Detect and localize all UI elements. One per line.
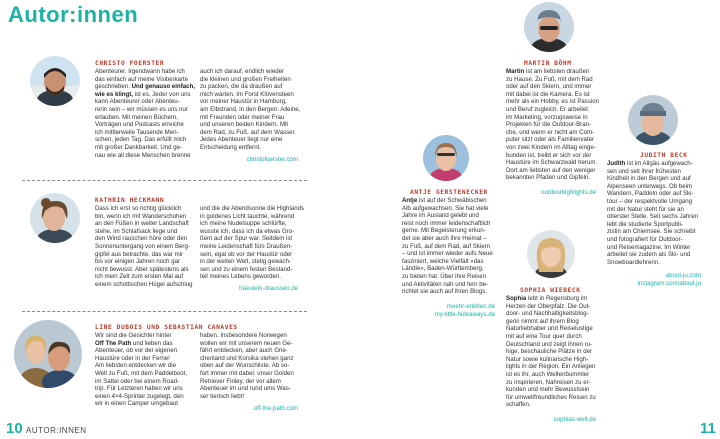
author-text: Antje ist auf der Schwäbischen Alb aufgewachsen. Sie hat viele Jahre im Ausland gelebt und reist noch immer leidenschaftlich gerne. Mit Begeisterung erkun- det sie aber auch ihre Heimat – zu Fuß, auf dem Rad, auf Skiern – und ist immer wieder aufs Neue fasziniert, welche Vielfalt »das Ländle«, Baden-Württemberg, zu bieten hat. Über ihre Reisen und Aktivitäten nah und fern be- richtet sie auch auf ihren Blogs. bbox=[402, 197, 493, 296]
author-link[interactable]: meehr-erleben.de bbox=[446, 303, 495, 310]
avatar-judith bbox=[628, 95, 678, 145]
author-name: ANTJE GERSTENECKER bbox=[410, 189, 488, 196]
author-name: MARTIN BÖHM bbox=[524, 60, 572, 67]
author-text-col2: auch ich darauf, endlich wieder die kleinen und großen Freiheiten zu packen, die da draußen auf mich warten. Im Forst Klövensteen vor meiner Haustür in Hamburg, am Elbstrand, in den Bergen. Alleine, mit Freunden oder meiner Frau und unseren beiden Kindern. Mit dem Rad, zu Fuß, auf dem Wasser. Jedes Abenteuer liegt nur eine Entscheidung entfernt. bbox=[200, 68, 301, 151]
author-link[interactable]: off-the-path.com bbox=[253, 405, 298, 412]
avatar-sophia bbox=[527, 230, 575, 278]
author-link[interactable]: outdoorhighlights.de bbox=[541, 189, 596, 196]
author-name: JUDITH BECK bbox=[640, 152, 688, 159]
author-text-col1: Wir sind die Gesichter hinter Off The Path und lieben das Abenteuer, ob vor der eigenen Haustüre oder in der Ferne! Am liebsten entdecken wir die Welt zu Fuß, mit dem Paddelboot, im Sattel oder bei einem Road- trip. Für Letzteren haben wir uns einen 4×4-Sprinter zugelegt, den wir in einen Camper umgebaut bbox=[95, 332, 188, 408]
author-link[interactable]: fraeulein-draussen.de bbox=[239, 285, 298, 292]
divider bbox=[22, 311, 307, 312]
author-link[interactable]: about-ju.com bbox=[665, 272, 701, 279]
author-text-col1: Abenteurer. Irgendwann habe ich das einfach auf meine Visitenkarte geschrieben. Und genauso einfach, wie es klingt, ist es. Jeder von uns kann Abenteurer oder Abenteu- rerin sein – wir müssen es uns nur erlauben. Mit meinen Büchern, Vorträgen und Podcasts erreiche ich mittlerweile Tausende Men- schen, jeden Tag. Das erfüllt mich mit großer Dankbarkeit. Und ge- nau wie all diese Menschen brenne bbox=[95, 68, 195, 159]
page-number-right: 11 bbox=[700, 420, 716, 437]
author-link[interactable]: instagram.com/about.ju bbox=[637, 280, 701, 287]
author-text-col2: haben. Insbesondere Norwegen wollen wir mit unserem neuen Ge- fährt entdecken, aber auch Grie- chenland und Korsika stehen ganz oben auf der Wunschliste. Ab so- fort immer mit dabei: unser Golden Retriever Finley, der vor allem Abenteuer im und rund ums Was- ser tierisch liebt! bbox=[200, 332, 294, 400]
avatar-christo bbox=[30, 56, 80, 106]
page-number-left: 10 bbox=[6, 420, 23, 437]
divider bbox=[22, 180, 307, 181]
author-text: Judith ist im Allgäu aufgewach- sen und seit ihrer frühesten Kindheit in den Bergen und auf Alpenseen unterwegs. Ob beim Wandern, Paddeln oder auf Ski- tour – der respektvolle Umgang mit der Natur steht für sie an oberster Stelle. Seit sechs Jahren lebt die studierte Sportpubli- zistin am Chiemsee. Sie schreibt und fotografiert für Outdoor- und Reisemagazine. Im Winter arbeitet sie zudem als Ski- und Snowboardlehrerin. bbox=[607, 160, 699, 266]
author-link[interactable]: my-little-hideaways.de bbox=[434, 311, 495, 318]
author-name: SOPHIA WIEBECK bbox=[520, 287, 581, 294]
page-title: Autor:innen bbox=[8, 2, 139, 27]
author-text: Martin ist am liebsten draußen zu Hause. Zu Fuß, mit dem Rad oder auf den Skiern, und immer mit dabei ist die Kamera. Es ist mehr als ein Hobby, es ist Passion und Beruf zugleich. Er arbeitet im Marketing, vorzugsweise in Projekten für die Outdoor-Bran- che, und wenn er nicht am Com- puter sitzt oder als Familienvater von zwei Kindern im Alltag einge- bunden ist, treibt er sich vor der Haustüre im Schwarzwald herum. Dort am liebsten auf den weniger bekannten Pfaden und Gipfeln. bbox=[506, 68, 600, 182]
avatar-antje bbox=[423, 135, 469, 181]
avatar-line-sebastian bbox=[14, 320, 82, 388]
author-text-col1: Dass ich erst so richtig glücklich bin, wenn ich mit Wanderschuhen an den Füßen in weiter Landschaft stehe, im Schlafsack liege und den Wind rauschen höre oder den Sonnenuntergang von einem Berg- gipfel aus betrachte, das war mir bis vor einigen Jahren noch gar nicht bewusst. Aber spätestens als ich mein Zelt zum ersten Mal auf einem schottischen Hügel aufschlug bbox=[95, 205, 193, 288]
avatar-martin bbox=[524, 2, 574, 52]
author-name: CHRISTO FOERSTER bbox=[95, 60, 165, 67]
author-name: KATHRIN HECKMANN bbox=[95, 197, 165, 204]
author-text: Sophia lebt in Regensburg im Herzen der Oberpfalz. Die Out- door- und Nachhaltigkeitsblog- gerin nimmt auf ihrem Blog Naturliebhaber und Reiselustige mit auf eine Tour quer durch Deutschland und zeigt ihnen ru- hige, beschauliche Plätze in der Natur sowie kulinarische High- lights in der Region. Ein Anliegen ist es ihr, auch Weltenbummler zu inspirieren, Nahreisen zu er- kunden und mehr Bewusstsein für umweltfreundliches Reisen zu schaffen. bbox=[506, 295, 596, 409]
avatar-kathrin bbox=[30, 193, 80, 243]
footer-label: AUTOR:INNEN bbox=[26, 426, 87, 435]
author-text-col2: und die die Abendsonne die Highlands in goldenes Licht tauchte, während ich meine Nudelsuppe schlürfte, wusste ich, dass ich da etwas Gro- ßem auf der Spur war. Seitdem ist meine Leidenschaft fürs Draußen- sein, egal ob vor der Haustür oder in der weiten Welt, stetig gewach- sen und zu einem festen Bestand- teil meines Lebens geworden. bbox=[200, 205, 305, 281]
author-link[interactable]: sophias-welt.de bbox=[553, 416, 596, 423]
author-name: LINE DUBOIS UND SEBASTIAN CANAVES bbox=[95, 324, 238, 331]
author-link[interactable]: christofoerster.com bbox=[246, 156, 298, 163]
